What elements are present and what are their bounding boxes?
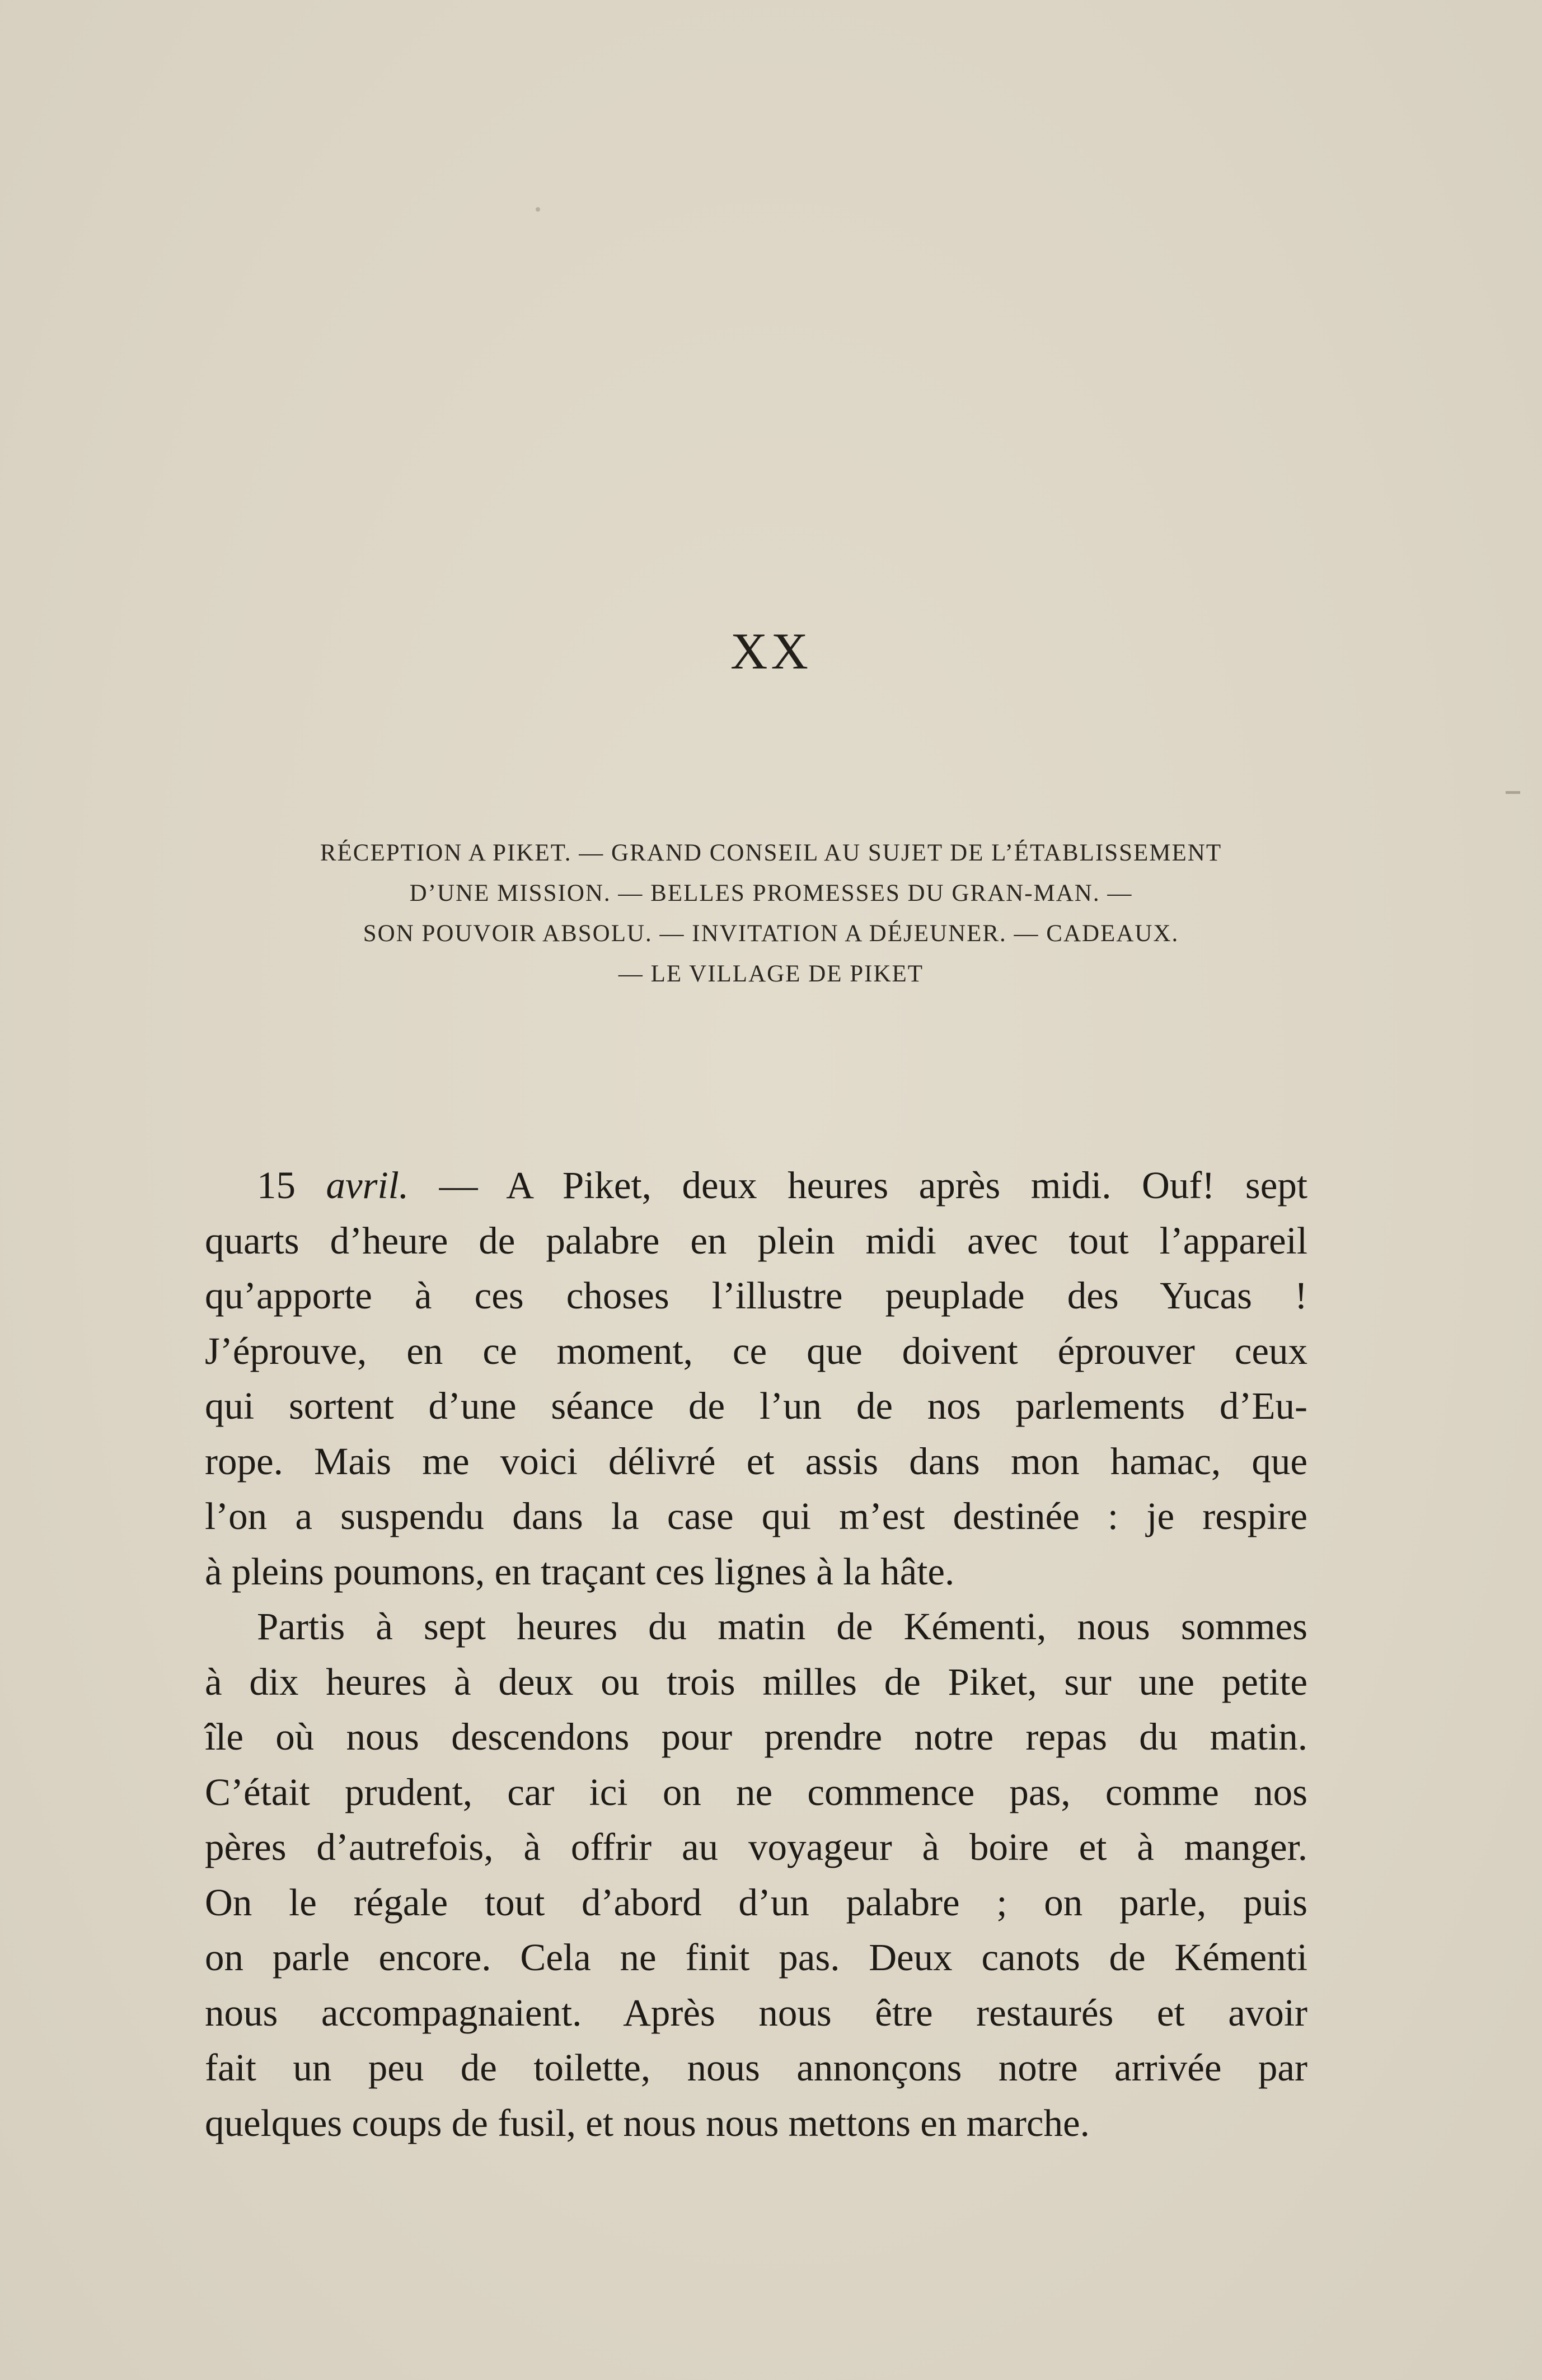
summary-line: D’UNE MISSION. — BELLES PROMESSES DU GRAN-MAN. —	[409, 880, 1133, 906]
body-line-text: — A Piket, deux heures après midi. Ouf! sept	[409, 1164, 1307, 1207]
body-line: quelques coups de fusil, et nous nous mettons en marche.	[205, 2101, 1090, 2144]
body-line: C’était prudent, car ici on ne commence pas, comme nos	[205, 1770, 1307, 1813]
body-line: qui sortent d’une séance de l’un de nos parlements d’Eu-	[205, 1385, 1307, 1427]
summary-line: RÉCEPTION A PIKET. — GRAND CONSEIL AU SUJET DE L’ÉTABLISSEMENT	[320, 840, 1222, 866]
body-line: qu’apporte à ces choses l’illustre peuplade des Yucas !	[205, 1274, 1307, 1317]
body-line: à pleins poumons, en traçant ces lignes à la hâte.	[205, 1550, 955, 1593]
body-line: île où nous descendons pour prendre notre repas du matin.	[205, 1715, 1307, 1758]
entry-date-day: 15	[257, 1164, 296, 1207]
body-line: Partis à sept heures du matin de Kémenti, nous sommes	[257, 1605, 1307, 1648]
chapter-number: XX	[730, 623, 812, 680]
summary-line: — LE VILLAGE DE PIKET	[618, 961, 924, 987]
body-line: à dix heures à deux ou trois milles de Piket, sur une petite	[205, 1660, 1307, 1703]
body-line: quarts d’heure de palabre en plein midi avec tout l’appareil	[205, 1219, 1307, 1262]
body-line: l’on a suspendu dans la case qui m’est destinée : je respire	[205, 1495, 1307, 1537]
body-line: J’éprouve, en ce moment, ce que doivent éprouver ceux	[205, 1329, 1307, 1372]
entry-date-month: avril.	[326, 1164, 409, 1207]
body-line: nous accompagnaient. Après nous être restaurés et avoir	[205, 1991, 1307, 2034]
body-line: pères d’autrefois, à offrir au voyageur à boire et à manger.	[205, 1826, 1307, 1868]
body-line: rope. Mais me voici délivré et assis dans mon hamac, que	[205, 1439, 1307, 1483]
body-line-first	[205, 1158, 1307, 1213]
body-text	[205, 1158, 1307, 2150]
body-line: on parle encore. Cela ne finit pas. Deux canots de Kémenti	[205, 1936, 1307, 1979]
body-line: On le régale tout d’abord d’un palabre ; on parle, puis	[205, 1881, 1307, 1924]
chapter-summary	[224, 833, 1318, 994]
summary-line: SON POUVOIR ABSOLU. — INVITATION A DÉJEUNER. — CADEAUX.	[363, 920, 1179, 947]
paper-speck	[536, 207, 540, 212]
body-line: fait un peu de toilette, nous annonçons notre arrivée par	[205, 2046, 1307, 2089]
margin-mark	[1506, 791, 1520, 794]
